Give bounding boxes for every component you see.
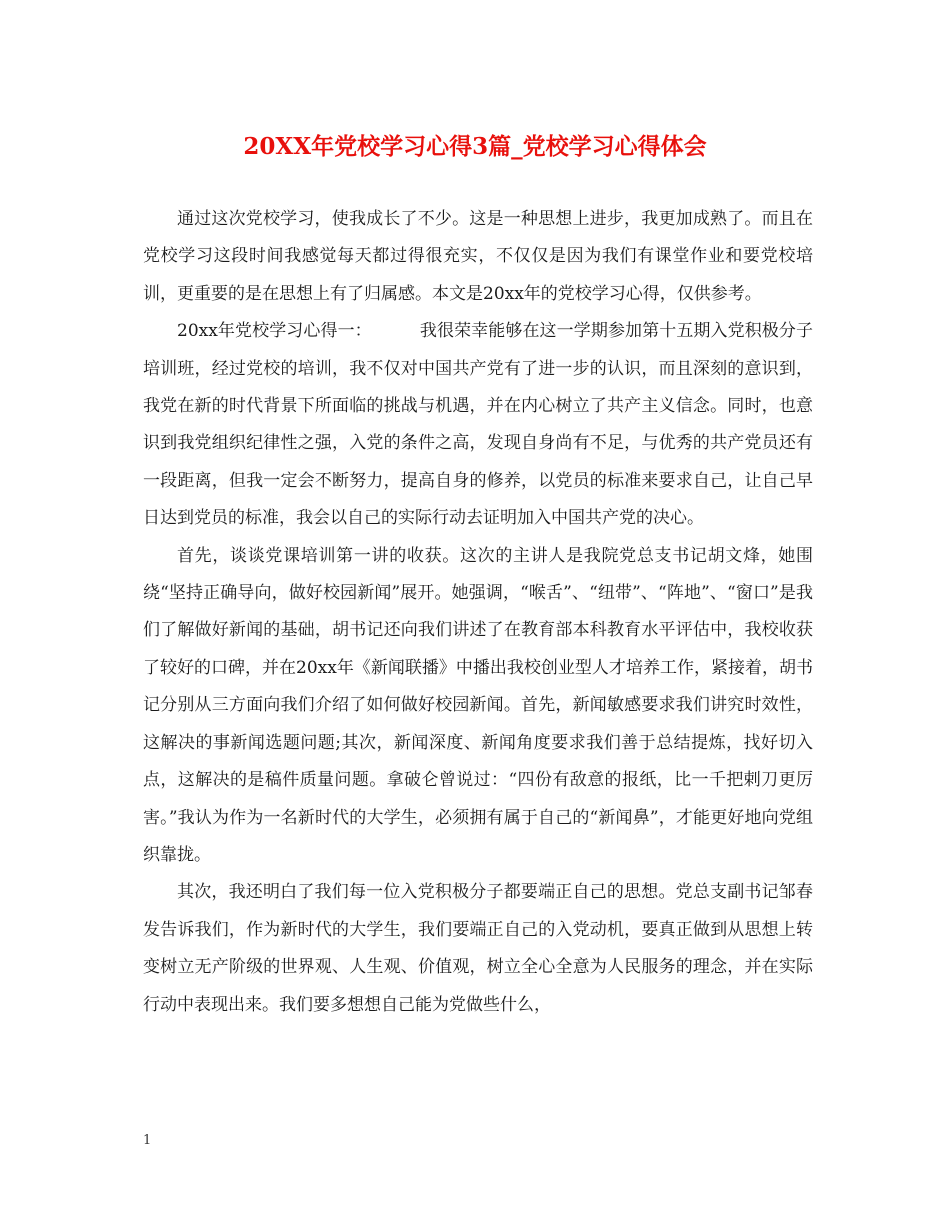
paragraph-text: 首先，谈谈党课培训第一讲的收获。这次的主讲人是我院党总支书记胡文烽，她围绕“坚持正确导向，做好校园新闻”展开。她强调，“喉舌”、“纽带”、“阵地”、“窗口”是我们了解做好新闻的基础，胡书记还向我们讲述了在教育部本科教育水平评估中，我校收获了较好的口碑，并在20xx年《新闻联播》中播出我校创业型人才培养工作，紧接着，胡书记分别从三方面向我们介绍了如何做好校园新闻。首先，新闻敏感要求我们讲究时效性，这解决的事新闻选题问题;其次，新闻深度、新闻角度要求我们善于总结提炼，找好切入点，这解决的是稿件质量问题。拿破仑曾说过：“四份有敌意的报纸，比一千把剌刀更厉害。”我认为作为一名新时代的大学生，必须拥有属于自己的“新闻鼻”，才能更好地向党组织靠拢。 [143, 545, 813, 865]
paragraph-text: 我很荣幸能够在这一学期参加第十五期入党积极分子培训班，经过党校的培训，我不仅对中国共产党有了进一步的认识，而且深刻的意识到，我党在新的时代背景下所面临的挑战与机遇，并在内心树立了共产主义信念。同时，也意识到我党组织纪律性之强，入党的条件之高，发现自身尚有不足，与优秀的共产党员还有一段距离，但我一定会不断努力，提高自身的修养，以党员的标准来要求自己，让自己早日达到党员的标准，我会以自己的实际行动去证明加入中国共产党的决心。 [143, 321, 814, 529]
paragraph-intro [143, 201, 813, 313]
section-heading: 20xx年党校学习心得一： [177, 321, 372, 342]
document-title: 20XX年党校学习心得3篇_党校学习心得体会 [243, 133, 707, 160]
paragraph-first-lecture [143, 538, 813, 875]
page-number: 1 [143, 1133, 152, 1148]
paragraph-text: 其次，我还明白了我们每一位入党积极分子都要端正自己的思想。党总支副书记邹春发告诉我们，作为新时代的大学生，我们要端正自己的入党动机，要真正做到从思想上转变树立无产阶级的世界观、人生观、价值观，树立全心全意为人民服务的理念，并在实际行动中表现出来。我们要多想想自己能为党做些什么， [143, 882, 813, 1015]
document-body [143, 201, 813, 1024]
paragraph-second-point [143, 874, 813, 1024]
paragraph-essay-one [143, 313, 813, 537]
paragraph-text: 通过这次党校学习，使我成长了不少。这是一种思想上进步，我更加成熟了。而且在党校学习这段时间我感觉每天都过得很充实，不仅仅是因为我们有课堂作业和要党校培训，更重要的是在思想上有了归属感。本文是20xx年的党校学习心得，仅供参考。 [143, 209, 813, 304]
